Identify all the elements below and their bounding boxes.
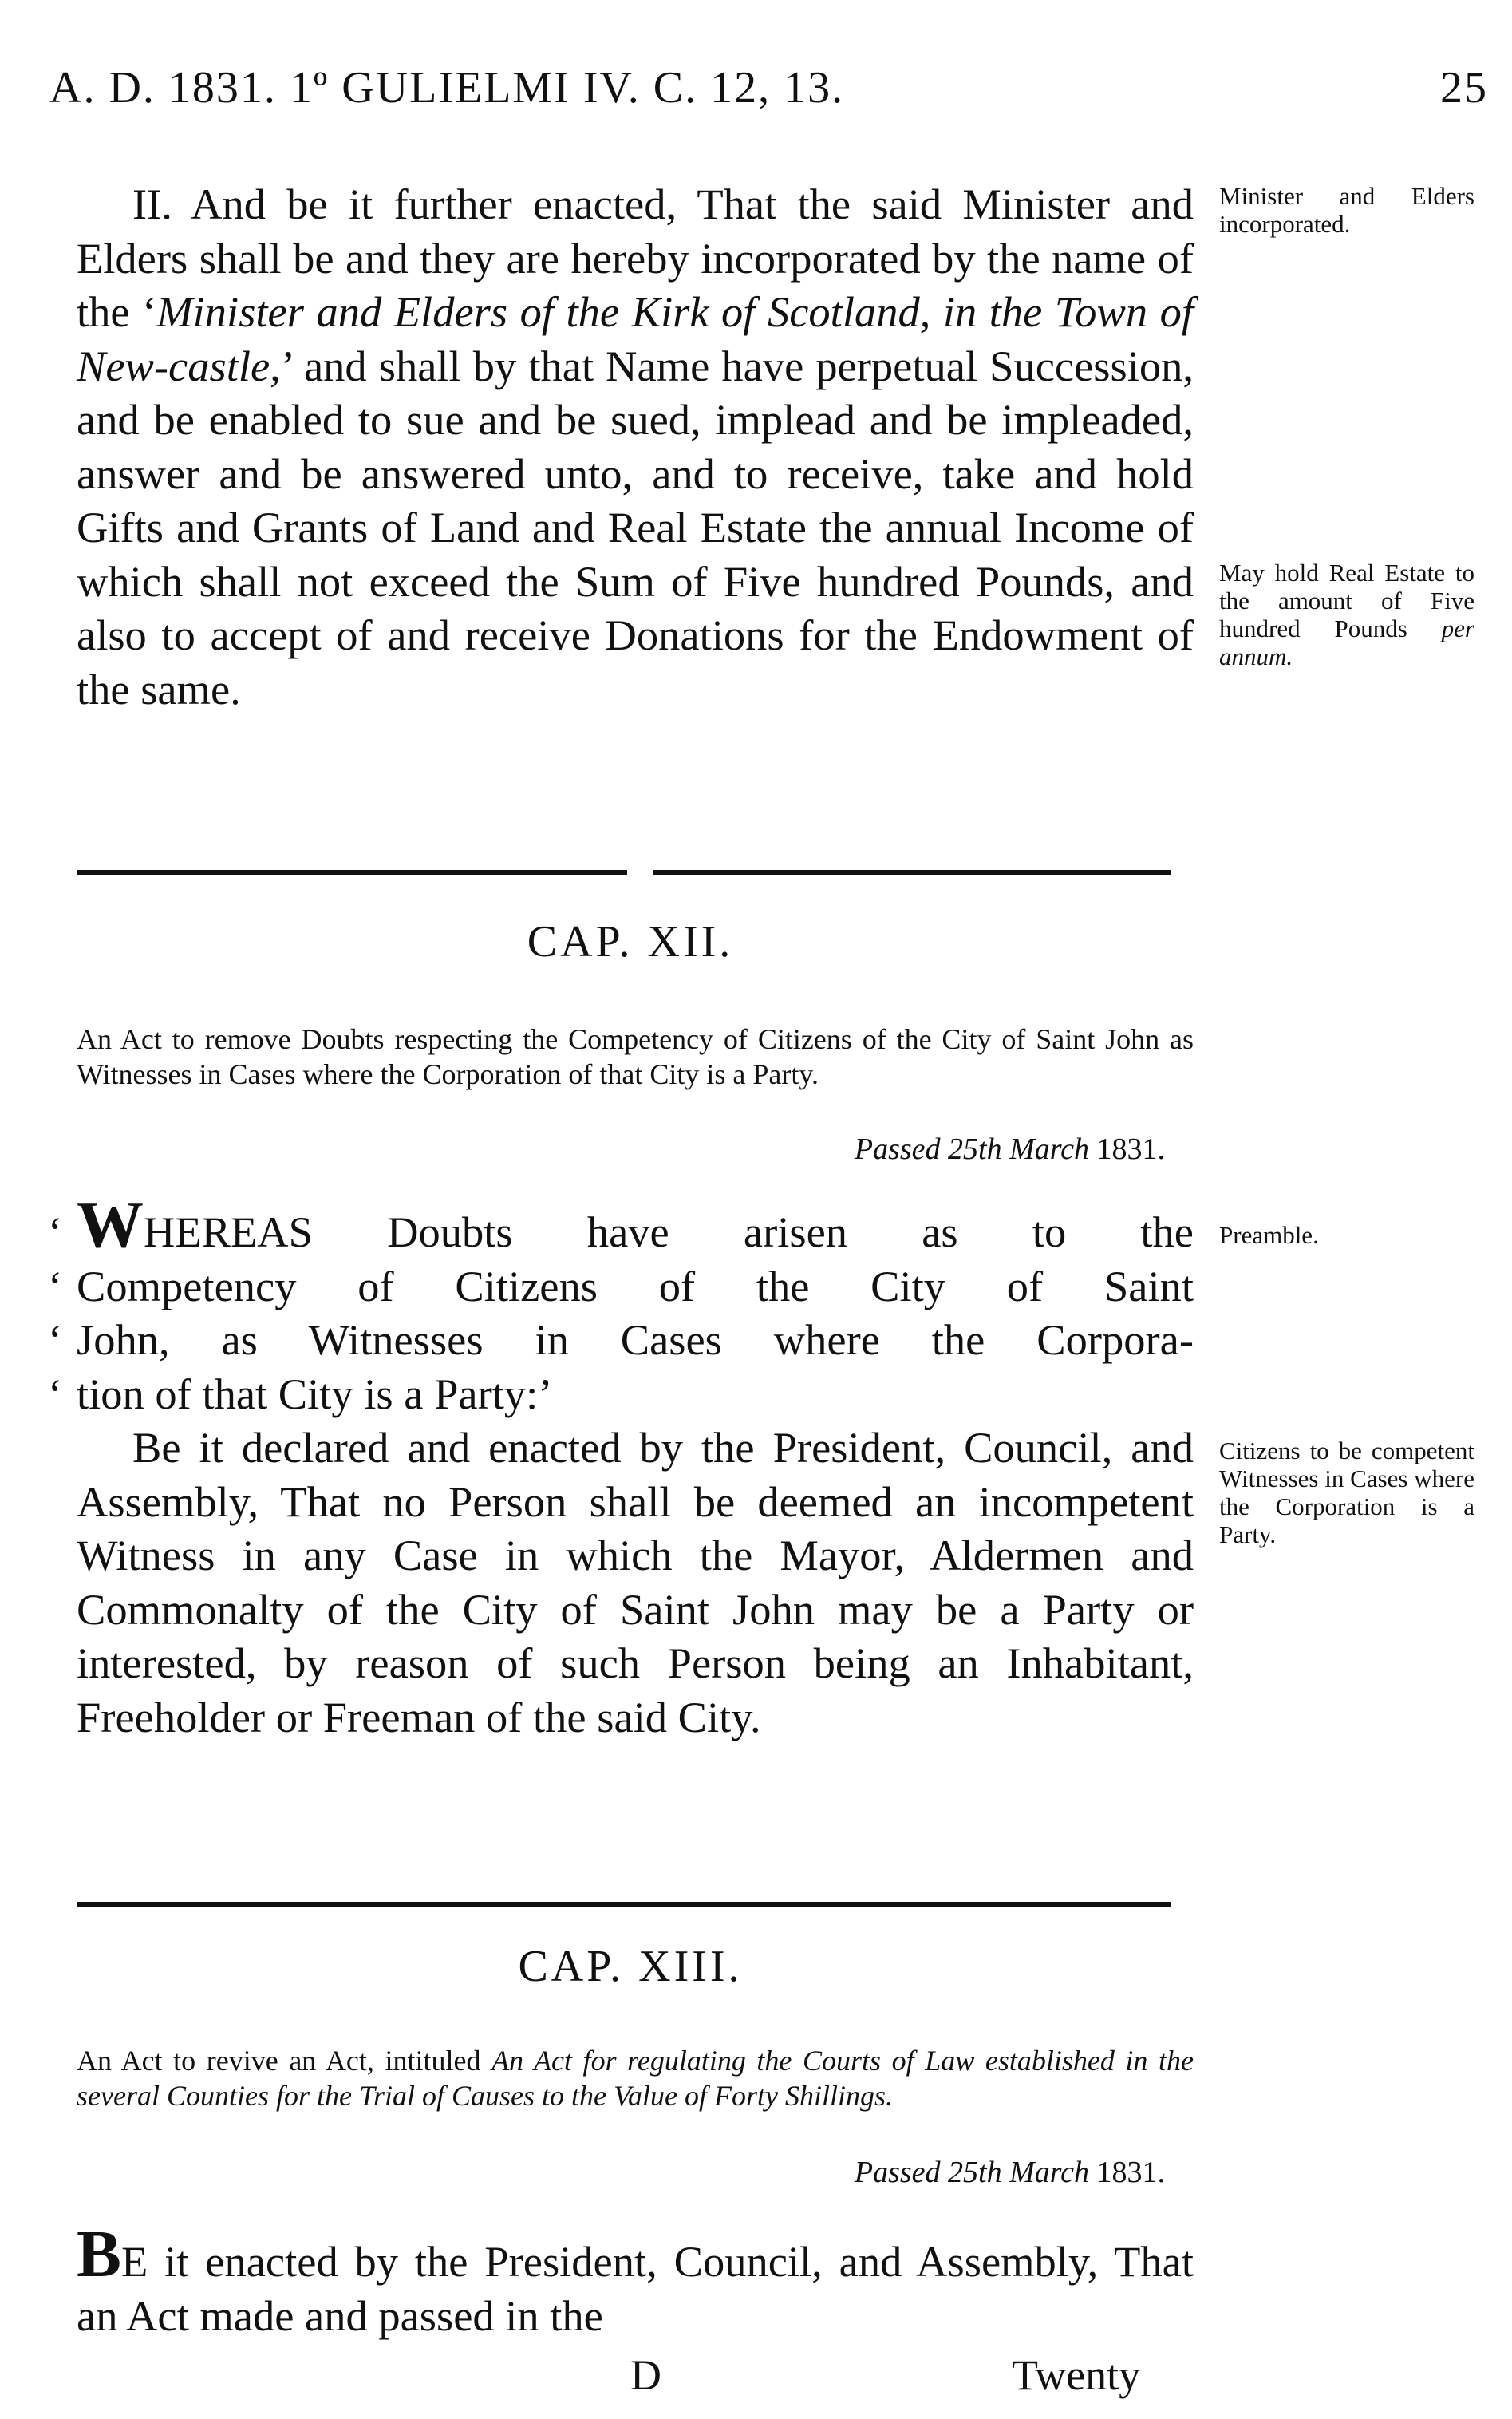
margin-note-incorporated: Minister and Elders incorporated.	[1219, 182, 1474, 238]
cap-xii-enacting-clause	[77, 1421, 1194, 1744]
cap-xii-passed-word: Passed	[854, 1132, 941, 1166]
preamble-line-3: John, as Witnesses in Cases where the Corpora-	[77, 1315, 1194, 1364]
section-ii-paragraph	[77, 177, 1194, 716]
section-rule-full	[77, 1902, 1171, 1907]
section-ii-text-1: II. And be it further enacted, That the said Minister and Elders shall be and they are hereby incorporated by the name of the ‘	[77, 180, 1194, 336]
section-rule-left	[77, 870, 627, 875]
cap-xiii-passed-word: Passed	[854, 2156, 941, 2189]
page-number: 25	[1440, 63, 1488, 113]
cap-xii-heading: CAP. XII.	[527, 917, 734, 966]
margin-note-per-annum: per annum.	[1219, 615, 1474, 670]
cap-xii-passed	[718, 1132, 1165, 1167]
cap-xii-enacting-text: Be it declared and enacted by the President, Council, and Assembly, That no Person shall be deemed an incompetent Witness in any Case in which the Mayor, Aldermen and Commonalty of the City of Saint John may be a Party or interested, by reason of such Person being an Inhabitant, Freeholder or Freeman of the said City.	[77, 1423, 1194, 1741]
preamble-line-1: HEREAS Doubts have arisen as to the	[144, 1208, 1194, 1256]
cap-xiii-passed-year: 1831.	[1096, 2156, 1165, 2189]
running-header: A. D. 1831. 1º GULIELMI IV. C. 12, 13.	[49, 63, 845, 113]
cap-xii-dropcap: W	[77, 1188, 144, 1262]
cap-xiii-summary-title: An Act for regulating the Courts of Law established in the several Counties for the Trial of Causes to the Value of Forty Shillings.	[77, 2045, 1194, 2112]
cap-xiii-summary	[77, 2043, 1194, 2113]
catchword: Twenty	[1012, 2351, 1141, 2399]
section-ii-text-2: ’ and shall by that Name have perpetual Succession, and be enabled to sue and be sued, implead and be impleaded, answer and be answered unto, and to receive, take and hold Gifts and Grants of Land and Real Estate the annual Income of which shall not exceed the Sum of Five hundred Pounds, and also to accept of and receive Donations for the Endowment of the same.	[77, 341, 1194, 713]
cap-xii-passed-date: 25th March	[948, 1132, 1089, 1166]
cap-xiii-enacting-text: E it enacted by the President, Council, and Assembly, That an Act made and passed in the	[77, 2237, 1194, 2340]
cap-xiii-dropcap: B	[77, 2217, 122, 2291]
cap-xiii-passed	[718, 2155, 1165, 2190]
section-rule-right	[653, 870, 1171, 875]
margin-note-real-estate	[1219, 559, 1474, 670]
signature-mark: D	[630, 2351, 661, 2399]
margin-note-citizens: Citizens to be competent Witnesses in Cases where the Corporation is a Party.	[1219, 1437, 1474, 1548]
cap-xii-passed-year: 1831.	[1096, 1132, 1165, 1166]
cap-xiii-enacting-clause	[77, 2217, 1194, 2342]
margin-note-real-estate-text: May hold Real Estate to the amount of Five hundred Pounds	[1219, 559, 1474, 642]
preamble-line-2: Competency of Citizens of the City of Saint	[77, 1261, 1194, 1310]
margin-note-preamble: Preamble.	[1219, 1221, 1319, 1249]
preamble-line-4: tion of that City is a Party:’	[77, 1369, 553, 1418]
cap-xiii-summary-plain: An Act to revive an Act, intituled	[77, 2045, 492, 2077]
cap-xii-summary: An Act to remove Doubts respecting the Competency of Citizens of the City of Saint John as Witnesses in Cases where the Corporation of that City is a Party.	[77, 1023, 1194, 1090]
section-ii-corporate-name: Minister and Elders of the Kirk of Scotland, in the Town of New-castle,	[77, 287, 1194, 390]
cap-xiii-heading: CAP. XIII.	[518, 1942, 743, 1991]
cap-xiii-passed-date: 25th March	[948, 2156, 1089, 2189]
cap-xii-preamble: ‘ WHEREAS Doubts have arisen as to the ‘ Competency of Citizens of the City of Saint ‘ John, as Witnesses in Cases where the Corpora- ‘ tion of that City is a Party:’	[48, 1188, 1194, 1418]
